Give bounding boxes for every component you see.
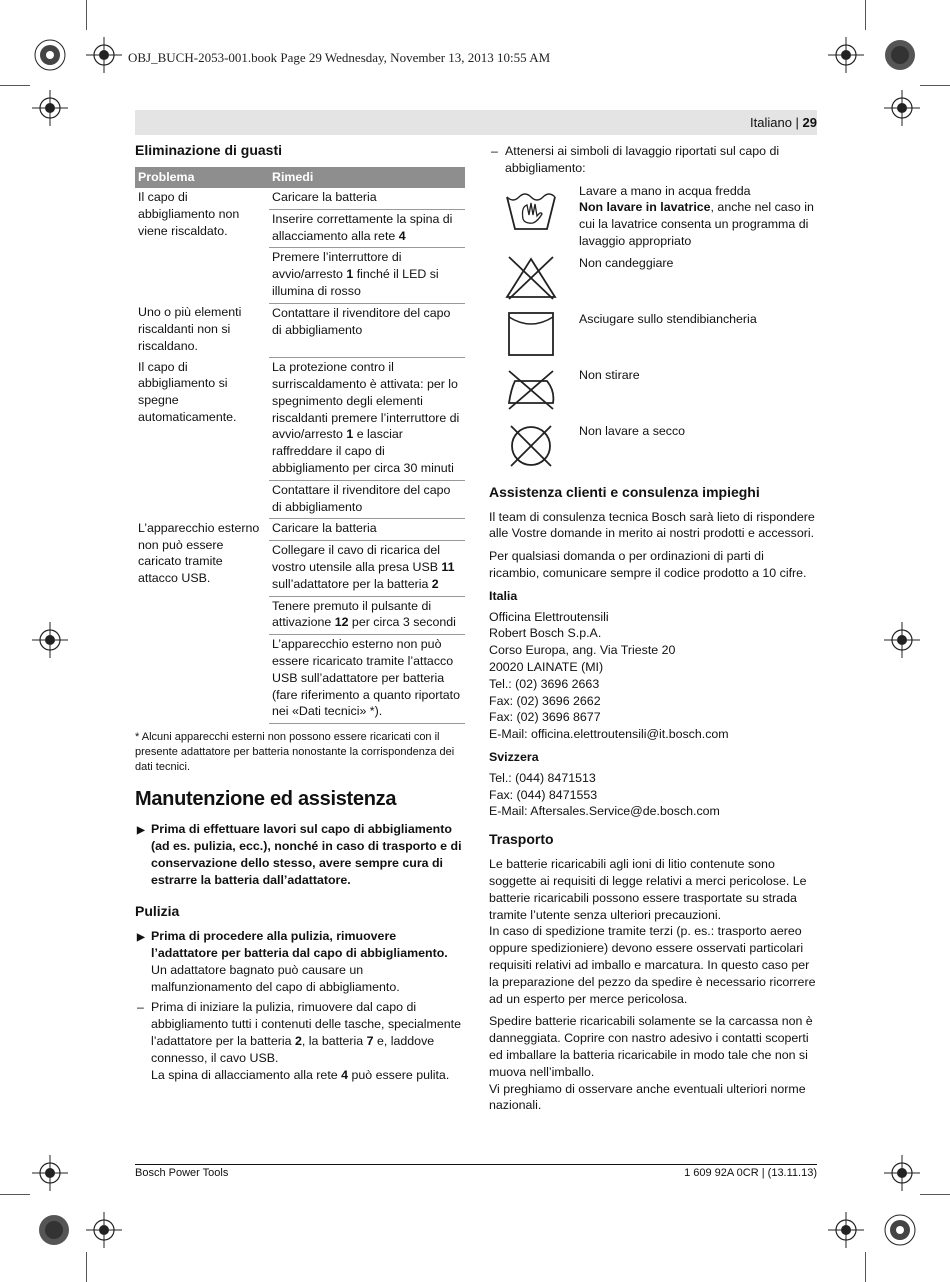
address-line: Fax: (02) 3696 8677 xyxy=(489,710,601,725)
address-line: Fax: (044) 8471553 xyxy=(489,787,598,802)
crop-line xyxy=(0,1194,30,1195)
header-bar xyxy=(135,110,817,135)
remedy-cell xyxy=(269,541,465,596)
footnote: * Alcuni apparecchi esterni non possono essere ricaricati con il presente adattatore per batteria nonostante la corrispondenza dei dati tecnici. xyxy=(135,731,455,774)
care-text-no-bleach: Non candeggiare xyxy=(579,255,674,270)
remedy-cell xyxy=(269,209,465,248)
remedy-text: sull’adattatore per la batteria xyxy=(272,576,432,591)
table-row xyxy=(135,303,465,357)
crop-line xyxy=(865,1252,866,1282)
column-header-remedy: Rimedi xyxy=(269,167,465,188)
address-line: Officina Elettroutensili xyxy=(489,609,609,624)
page-header xyxy=(750,115,817,130)
star-target-icon xyxy=(882,1212,918,1248)
transport-title: Trasporto xyxy=(489,831,554,848)
cleaning-warning-bold: Prima di procedere alla pulizia, rimuovere l’adattatore per batteria dal capo di abbigliamento. xyxy=(151,929,448,961)
remedy-cell xyxy=(269,480,465,519)
crop-line xyxy=(865,0,866,30)
remedy-text: Tenere premuto il pulsante di attivazione xyxy=(272,598,432,630)
care-symbol-row xyxy=(489,255,817,311)
troubleshooting-body xyxy=(135,188,465,724)
svizzera-label: Svizzera xyxy=(489,749,539,764)
address-line: Robert Bosch S.p.A. xyxy=(489,626,602,641)
remedy-text: L’apparecchio esterno non può essere ricaricato tramite l’attacco USB sull’adattatore per batteria (fare riferimento a quanto riportato nei «Dati tecnici» *). xyxy=(272,637,461,719)
svizzera-address xyxy=(489,770,817,820)
crop-line xyxy=(86,0,87,30)
remedy-cell xyxy=(269,635,465,724)
registration-mark-icon xyxy=(828,37,864,73)
troubleshooting-table xyxy=(135,167,465,724)
remedy-cell xyxy=(269,188,465,209)
transport-paragraph: Vi preghiamo di osservare anche eventuali ulteriori norme nazionali. xyxy=(489,1081,806,1113)
remedy-text: Contattare il rivenditore del capo di abbigliamento xyxy=(272,482,451,514)
maintenance-warning xyxy=(135,821,465,888)
problem-cell: L’apparecchio esterno non può essere caricato tramite attacco USB. xyxy=(138,520,260,586)
right-column xyxy=(489,143,817,1120)
remedy-text: La protezione contro il surriscaldamento è attivata: per lo spegnimento degli elementi riscaldanti premere l’interruttore di avvio/arresto xyxy=(272,360,460,442)
no-iron-icon xyxy=(505,367,557,413)
ref-number: 11 xyxy=(441,559,455,574)
remedy-text: finché il LED si illumina di rosso xyxy=(272,267,439,298)
registration-mark-icon xyxy=(32,90,68,126)
care-symbol-row xyxy=(489,311,817,367)
transport-paragraph: In caso di spedizione tramite terzi (p. es.: trasporto aereo oppure spedizioniere) devono essere osservati particolari requisiti relativi ad imballo e marcatura. In questo caso per la preparazione del pezzo da spedire è necessario ricorrere ad un esperto per merce pericolosa. xyxy=(489,924,816,1006)
print-info: OBJ_BUCH-2053-001.book Page 29 Wednesday, November 13, 2013 10:55 AM xyxy=(128,50,551,65)
registration-mark-icon xyxy=(884,1155,920,1191)
page-number: 29 xyxy=(802,115,817,130)
ref-number: 1 xyxy=(346,427,354,442)
footer-left: Bosch Power Tools xyxy=(135,1167,229,1179)
registration-mark-icon xyxy=(884,90,920,126)
care-text-line-dry: Asciugare sullo stendibiancheria xyxy=(579,311,757,326)
problem-cell: Uno o più elementi riscaldanti non si riscaldano. xyxy=(138,305,242,353)
transport-paragraph: Le batterie ricaricabili agli ioni di litio contenute sono soggette ai requisiti di legge relativi a merci pericolose. Le batterie ricaricabili possono essere trasportate su strada tramite l’utente senza ulteriori precauzioni. xyxy=(489,857,807,922)
footer-rule xyxy=(135,1164,817,1165)
remedy-text: per circa 3 secondi xyxy=(348,615,456,630)
crop-line xyxy=(920,85,950,86)
ref-number: 2 xyxy=(431,576,439,591)
remedy-text: e lasciar raffreddare il capo di abbigliamento per circa 30 minuti xyxy=(272,427,454,475)
remedy-text: Collegare il cavo di ricarica del vostro utensile alla presa USB xyxy=(272,543,442,574)
registration-mark-icon xyxy=(884,622,920,658)
italia-label: Italia xyxy=(489,588,518,603)
crop-line xyxy=(0,85,30,86)
crop-line xyxy=(86,1252,87,1282)
address-line: Tel.: (02) 3696 2663 xyxy=(489,676,600,691)
care-intro xyxy=(489,143,817,177)
registration-mark-icon xyxy=(32,622,68,658)
star-target-icon xyxy=(882,37,918,73)
maintenance-title: Manutenzione ed assistenza xyxy=(135,788,397,811)
address-line: Fax: (02) 3696 2662 xyxy=(489,693,601,708)
remedy-text: Caricare la batteria xyxy=(272,521,377,536)
left-column xyxy=(135,141,465,1083)
footer-right: 1 609 92A 0CR | (13.11.13) xyxy=(684,1167,817,1179)
remedy-text: Inserire correttamente la spina di allacciamento alla rete xyxy=(272,211,453,243)
remedy-cell xyxy=(269,519,465,541)
care-text-no-machine: Non lavare in lavatrice xyxy=(579,200,711,215)
remedy-text: Contattare il rivenditore del capo di abbigliamento xyxy=(272,305,451,337)
arrow-bullet-icon: ▶ xyxy=(137,932,145,944)
care-text-hand-wash: Lavare a mano in acqua fredda xyxy=(579,183,751,198)
ref-number: 4 xyxy=(341,1067,349,1082)
troubleshooting-title: Eliminazione di guasti xyxy=(135,142,283,158)
remedy-text: Caricare la batteria xyxy=(272,190,377,204)
header-separator: | xyxy=(791,115,803,130)
header-language: Italiano xyxy=(750,115,792,130)
care-symbol-row xyxy=(489,183,817,255)
registration-mark-icon xyxy=(32,1155,68,1191)
maintenance-warning-text: Prima di effettuare lavori sul capo di abbigliamento (ad es. pulizia, ecc.), nonché in caso di trasporto e di conservazione dello stesso, avere sempre cura di estrarre la batteria dall’adattatore. xyxy=(151,822,462,887)
registration-mark-icon xyxy=(828,1212,864,1248)
registration-mark-icon xyxy=(86,1212,122,1248)
care-text-no-iron: Non stirare xyxy=(579,367,640,382)
cleaning-step-text-a: Prima di iniziare la pulizia, rimuovere dal capo di abbigliamento tutti i contenuti delle tasche, specialmente l’adattatore per la batteria xyxy=(151,1000,461,1049)
no-dry-clean-icon xyxy=(505,423,557,469)
no-bleach-icon xyxy=(505,255,557,301)
care-text-no-machine-rest: , anche nel caso in cui la lavatrice consenta un programma di lavaggio appropriato xyxy=(579,200,814,248)
arrow-bullet-icon: ▶ xyxy=(137,825,145,837)
care-symbol-row xyxy=(489,423,817,483)
remedy-cell xyxy=(269,358,465,481)
remedy-cell xyxy=(269,303,465,357)
dash-bullet: – xyxy=(137,1000,144,1015)
cleaning-warning-rest: Un adattatore bagnato può causare un malfunzionamento del capo di abbigliamento. xyxy=(151,962,400,994)
table-row xyxy=(135,519,465,541)
service-paragraph: Per qualsiasi domanda o per ordinazioni di parti di ricambio, comunicare sempre il codice prodotto a 10 cifre. xyxy=(489,549,807,580)
ref-number: 4 xyxy=(398,228,406,243)
dash-bullet: – xyxy=(491,144,498,158)
care-intro-text: Attenersi ai simboli di lavaggio riportati sul capo di abbigliamento: xyxy=(505,144,780,175)
address-line: E-Mail: officina.elettroutensili@it.bosch.com xyxy=(489,727,729,742)
column-header-problem: Problema xyxy=(135,167,269,188)
service-paragraph: Il team di consulenza tecnica Bosch sarà lieto di rispondere alle Vostre domande in merito ai nostri prodotti e accessori. xyxy=(489,509,815,541)
transport-paragraph: Spedire batterie ricaricabili solamente se la carcassa non è danneggiata. Coprire con nastro adesivo i contatti scoperti ed imballare la batteria ricaricabile in modo tale che non si muova nell’imballo. xyxy=(489,1014,813,1079)
hand-wash-icon xyxy=(505,189,557,235)
ref-number: 1 xyxy=(346,267,354,282)
remedy-text: Premere l’interruttore di avvio/arresto xyxy=(272,250,402,282)
cleaning-step xyxy=(135,999,465,1083)
ref-number: 2 xyxy=(294,1034,302,1049)
italia-address xyxy=(489,609,817,743)
problem-cell: Il capo di abbigliamento non viene riscaldato. xyxy=(138,190,240,238)
service-title: Assistenza clienti e consulenza impieghi xyxy=(489,483,760,500)
address-line: E-Mail: Aftersales.Service@de.bosch.com xyxy=(489,804,720,819)
cleaning-step-line2-b: può essere pulita. xyxy=(348,1067,450,1082)
cleaning-step-text-c: e, laddove connesso, il cavo USB. xyxy=(151,1034,435,1065)
address-line: 20020 LAINATE (MI) xyxy=(489,659,604,674)
line-dry-icon xyxy=(505,311,557,357)
ref-number: 12 xyxy=(334,615,349,630)
care-symbol-row xyxy=(489,367,817,423)
care-text-no-dry-clean: Non lavare a secco xyxy=(579,423,686,438)
table-row xyxy=(135,358,465,481)
table-row xyxy=(135,188,465,209)
remedy-cell xyxy=(269,248,465,303)
star-target-icon xyxy=(36,1212,72,1248)
care-text xyxy=(579,183,817,250)
remedy-cell xyxy=(269,596,465,635)
ref-number: 7 xyxy=(366,1034,374,1049)
problem-cell: Il capo di abbigliamento si spegne automaticamente. xyxy=(138,359,237,425)
crop-line xyxy=(920,1194,950,1195)
address-line: Corso Europa, ang. Via Trieste 20 xyxy=(489,643,676,658)
cleaning-warning xyxy=(135,928,465,995)
star-target-icon xyxy=(32,37,68,73)
cleaning-step-text-b: , la batteria xyxy=(301,1034,367,1049)
cleaning-title: Pulizia xyxy=(135,903,180,920)
address-line: Tel.: (044) 8471513 xyxy=(489,770,596,785)
registration-mark-icon xyxy=(86,37,122,73)
cleaning-step-line2-a: La spina di allacciamento alla rete xyxy=(151,1067,342,1082)
